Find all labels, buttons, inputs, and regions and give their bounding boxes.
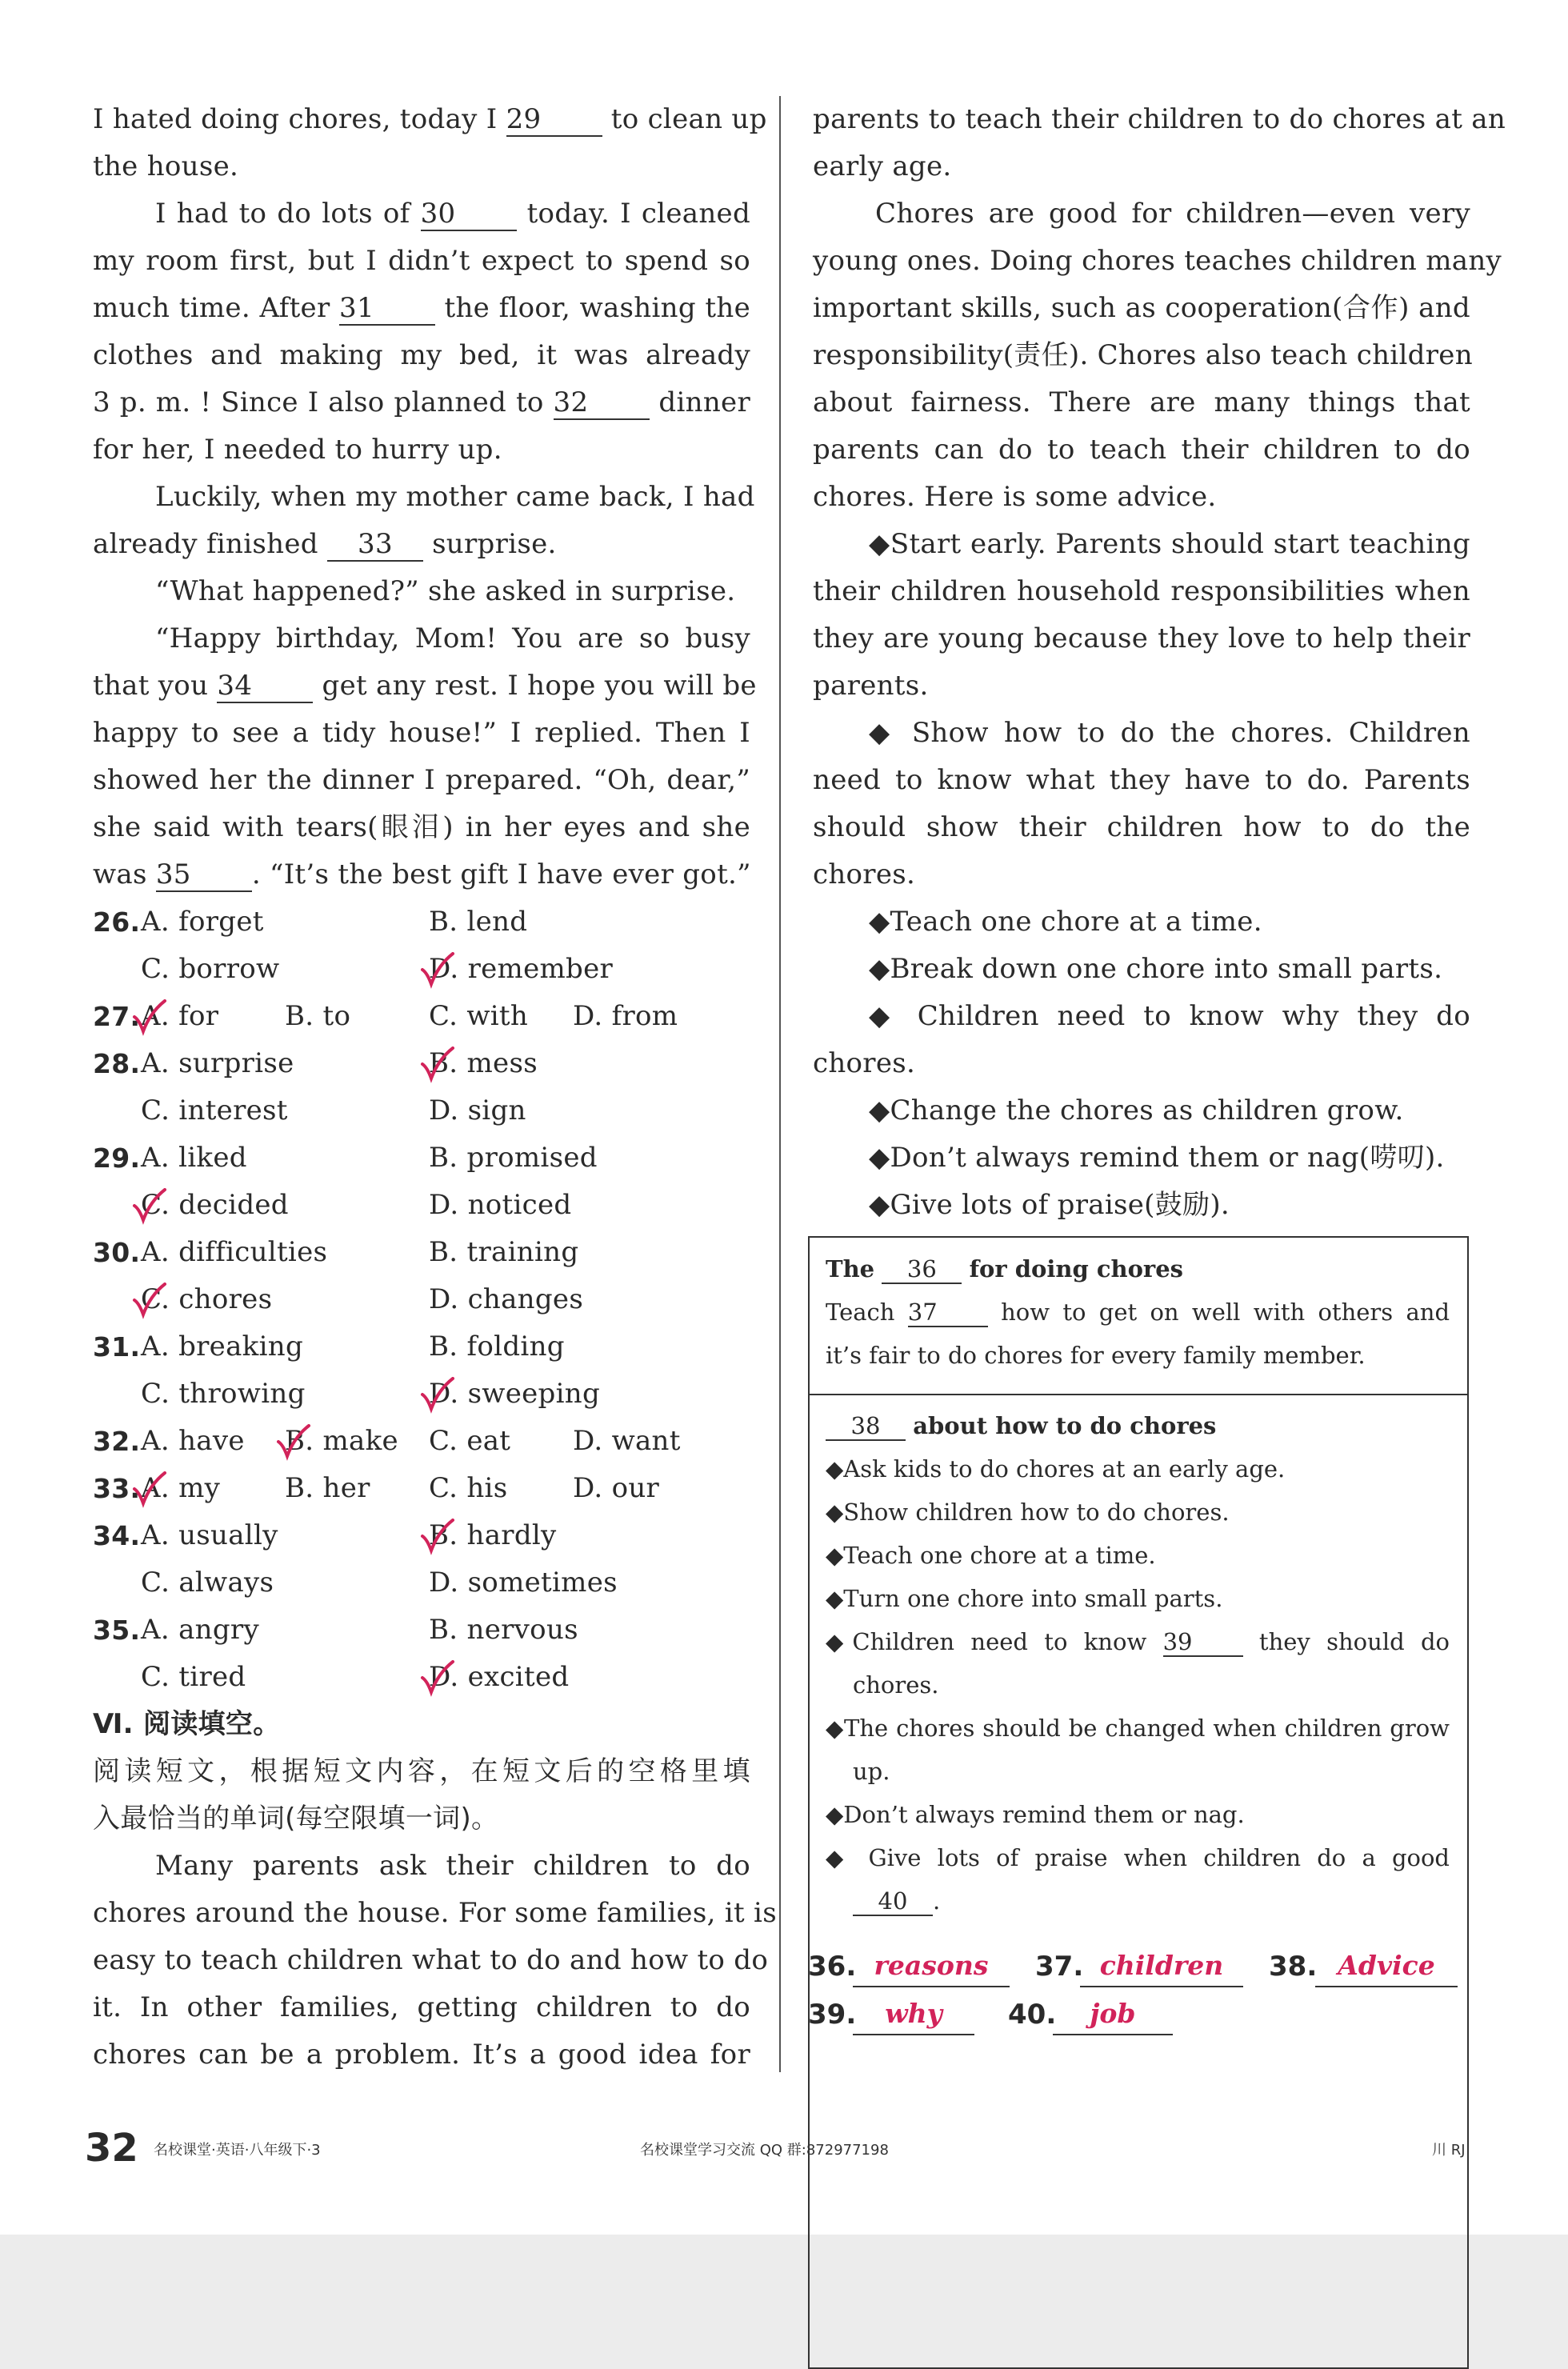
answer-row: 39. why 40. job: [808, 1991, 1466, 2039]
question-row: [93, 1418, 750, 1465]
page-footer: [0, 2124, 1568, 2172]
answer-option[interactable]: C. throwing: [141, 1378, 306, 1410]
question-row: [93, 1559, 750, 1607]
answer-option[interactable]: A. my: [141, 1465, 220, 1512]
answer-option[interactable]: A. have: [141, 1425, 245, 1457]
box-line: 40 .: [853, 1879, 1450, 1923]
question-row: [93, 1654, 750, 1701]
answer-option[interactable]: D. changes: [429, 1283, 584, 1315]
passage-line: that you 34 get any rest. I hope you will be: [93, 670, 757, 702]
passage-line: parents to teach their children to do chores at an: [813, 103, 1506, 135]
question-number: 35.: [93, 1615, 141, 1646]
answer-row: 36. reasons 37. children 38. Advice: [808, 1943, 1466, 1991]
checkmark-icon: [131, 1188, 168, 1225]
passage-line: ◆Break down one chore into small parts.: [869, 953, 1443, 985]
passage-line: already finished 33 surprise.: [93, 528, 557, 560]
answer-option[interactable]: B. her: [285, 1472, 370, 1504]
answer-option[interactable]: B. promised: [429, 1142, 598, 1174]
question-row: [93, 1512, 750, 1559]
answer-37: children: [1080, 1946, 1243, 1987]
passage-line: they are young because they love to help their: [813, 622, 1470, 654]
box-line: ◆Don’t always remind them or nag.: [826, 1801, 1245, 1828]
blank-29: 29: [506, 103, 602, 137]
passage-line: their children household responsibilities when: [813, 575, 1470, 607]
checkmark-icon: [419, 1377, 456, 1414]
box-line: up.: [853, 1758, 890, 1785]
question-row: [93, 1276, 750, 1323]
passage-line: easy to teach children what to do and how to do: [93, 1944, 769, 1976]
answer-option[interactable]: B. mess: [429, 1040, 538, 1087]
question-number: 30.: [93, 1237, 141, 1268]
answer-option[interactable]: D. noticed: [429, 1189, 572, 1221]
question-number: 26.: [93, 906, 141, 938]
passage-line: ◆Don’t always remind them or nag(唠叨).: [869, 1142, 1445, 1174]
box-line: Teach 37 how to get on well with others and: [826, 1299, 1450, 1326]
answer-option[interactable]: A. liked: [141, 1142, 247, 1174]
box-line: ◆Show children how to do chores.: [826, 1499, 1230, 1526]
answer-option[interactable]: B. lend: [429, 906, 528, 938]
question-row: [93, 1371, 750, 1418]
blank-33: 33: [327, 528, 423, 562]
question-row: [93, 993, 750, 1040]
answer-option[interactable]: C. with: [429, 1000, 529, 1032]
box-line: it’s fair to do chores for every family member.: [826, 1342, 1366, 1369]
question-number: 28.: [93, 1048, 141, 1079]
passage-line: 3 p. m. ! Since I also planned to 32 dinner: [93, 386, 751, 418]
answer-option[interactable]: A. forget: [141, 906, 264, 938]
passage-line: it. In other families, getting children to do: [93, 1991, 750, 2023]
right-column: [813, 96, 1506, 1229]
answer-option[interactable]: D. excited: [429, 1654, 569, 1701]
question-number: 29.: [93, 1142, 141, 1174]
answer-option[interactable]: C. interest: [141, 1094, 288, 1126]
passage-line: should show their children how to do the: [813, 811, 1470, 843]
checkmark-icon: [131, 1471, 168, 1508]
passage-line: chores. Here is some advice.: [813, 481, 1217, 513]
passage-line: the house.: [93, 150, 239, 182]
passage-line: clothes and making my bed, it was already: [93, 339, 750, 371]
checkmark-icon: [275, 1424, 312, 1461]
box-line: ◆Turn one chore into small parts.: [826, 1585, 1223, 1612]
passage-line: ◆Start early. Parents should start teaching: [869, 528, 1470, 560]
blank-37: 37: [908, 1299, 988, 1327]
box-line: ◆ Give lots of praise when children do a good: [826, 1844, 1450, 1871]
checkmark-icon: [419, 952, 456, 989]
question-number: 34.: [93, 1520, 141, 1551]
answer-36: reasons: [853, 1946, 1010, 1987]
box-line: ◆Teach one chore at a time.: [826, 1542, 1156, 1569]
answer-option[interactable]: A. angry: [141, 1614, 259, 1646]
answer-option[interactable]: D. from: [573, 1000, 678, 1032]
section-title: Ⅵ. 阅读填空。: [93, 1708, 281, 1740]
answer-option[interactable]: C. decided: [141, 1182, 289, 1229]
box-line: ◆The chores should be changed when children grow: [826, 1715, 1450, 1742]
passage-line: much time. After 31 the floor, washing the: [93, 292, 750, 324]
question-row: [93, 946, 750, 993]
question-row: [93, 898, 750, 946]
answer-option[interactable]: C. tired: [141, 1661, 246, 1693]
question-number: 33.: [93, 1473, 141, 1504]
answer-39: why: [853, 1994, 974, 2035]
passage-line: responsibility(责任). Chores also teach children: [813, 339, 1473, 371]
answer-option[interactable]: A. usually: [141, 1519, 278, 1551]
blank-38: 38: [826, 1412, 906, 1441]
passage-line: chores around the house. For some families, it is: [93, 1897, 777, 1929]
summary-box: [808, 1236, 1469, 2369]
passage-line: she said with tears(眼泪) in her eyes and she: [93, 811, 750, 843]
answer-option[interactable]: C. eat: [429, 1425, 511, 1457]
answer-option[interactable]: A. breaking: [141, 1331, 304, 1363]
passage-line: need to know what they have to do. Parents: [813, 764, 1470, 796]
answer-option[interactable]: A. surprise: [141, 1047, 294, 1079]
blank-40: 40: [853, 1887, 933, 1916]
blank-34: 34: [217, 670, 313, 703]
box-line: ◆Ask kids to do chores at an early age.: [826, 1455, 1286, 1483]
page-number: 32: [85, 2126, 138, 2171]
passage-line: happy to see a tidy house!” I replied. Then I: [93, 717, 750, 749]
question-row: [93, 1607, 750, 1654]
answer-option[interactable]: B. to: [285, 1000, 351, 1032]
answer-option[interactable]: B. hardly: [429, 1512, 557, 1559]
checkmark-icon: [131, 999, 168, 1036]
question-number: 31.: [93, 1331, 141, 1363]
answer-option[interactable]: D. sign: [429, 1094, 526, 1126]
passage-line: was 35 . “It’s the best gift I have ever got.”: [93, 858, 751, 890]
passage-line: ◆Teach one chore at a time.: [869, 906, 1262, 938]
question-row: [93, 1229, 750, 1276]
box-divider: [810, 1394, 1467, 1395]
question-row: [93, 1182, 750, 1229]
blank-31: 31: [339, 292, 435, 326]
column-divider: [779, 96, 781, 2072]
passage-line: ◆Change the chores as children grow.: [869, 1094, 1404, 1126]
checkmark-icon: [419, 1046, 456, 1083]
passage-line: “Happy birthday, Mom! You are so busy: [155, 622, 750, 654]
passage-line: young ones. Doing chores teaches children many: [813, 245, 1502, 277]
blank-39: 39: [1163, 1628, 1243, 1657]
answer-option[interactable]: D. sweeping: [429, 1371, 600, 1418]
passage-line: “What happened?” she asked in surprise.: [155, 575, 736, 607]
box-title: 38 about how to do chores: [826, 1404, 1450, 1447]
answer-option[interactable]: D. our: [573, 1472, 660, 1504]
answer-option[interactable]: C. borrow: [141, 953, 280, 985]
question-number: 32.: [93, 1426, 141, 1457]
multiple-choice-questions: [93, 898, 750, 1701]
question-row: [93, 1040, 750, 1087]
answer-option[interactable]: D. remember: [429, 946, 613, 993]
passage-line: parents can do to teach their children to do: [813, 434, 1470, 466]
passage-line: Luckily, when my mother came back, I had: [155, 481, 755, 513]
answer-option[interactable]: C. always: [141, 1567, 274, 1599]
passage-line: early age.: [813, 150, 952, 182]
blank-32: 32: [554, 386, 650, 420]
instruction-line: 入最恰当的单词(每空限填一词)。: [93, 1803, 499, 1835]
blank-30: 30: [421, 198, 517, 231]
checkmark-icon: [131, 1283, 168, 1319]
qq-group: 名校课堂学习交流 QQ 群:872977198: [640, 2142, 889, 2159]
passage-line: ◆Give lots of praise(鼓励).: [869, 1189, 1230, 1221]
question-row: [93, 1465, 750, 1512]
instruction-line: 阅读短文，根据短文内容，在短文后的空格里填: [93, 1755, 750, 1787]
question-row: [93, 1323, 750, 1371]
answer-38: Advice: [1315, 1946, 1458, 1987]
passage-line: for her, I needed to hurry up.: [93, 434, 502, 466]
passage-line: chores can be a problem. It’s a good idea for: [93, 2039, 750, 2071]
checkmark-icon: [419, 1660, 456, 1697]
box-line: ◆Children need to know 39 they should do: [826, 1628, 1450, 1655]
box-line: chores.: [853, 1671, 939, 1699]
passage-line: Many parents ask their children to do: [155, 1850, 750, 1882]
passage-line: I hated doing chores, today I 29 to clean up: [93, 103, 767, 135]
blank-36: 36: [882, 1255, 962, 1284]
question-row: [93, 1087, 750, 1134]
answer-option[interactable]: C. his: [429, 1472, 508, 1504]
passage-line: parents.: [813, 670, 929, 702]
answer-option[interactable]: B. make: [285, 1418, 398, 1465]
passage-line: I had to do lots of 30 today. I cleaned: [155, 198, 751, 230]
passage-line: chores.: [813, 858, 916, 890]
passage-line: my room first, but I didn’t expect to spend so: [93, 245, 750, 277]
answer-option[interactable]: C. chores: [141, 1276, 272, 1323]
blank-35: 35: [156, 858, 252, 892]
passage-line: important skills, such as cooperation(合作) and: [813, 292, 1470, 324]
passage-line: showed her the dinner I prepared. “Oh, dear,”: [93, 764, 750, 796]
answer-option[interactable]: A. difficulties: [141, 1236, 328, 1268]
checkmark-icon: [419, 1519, 456, 1555]
answer-40: job: [1053, 1994, 1173, 2035]
question-row: [93, 1134, 750, 1182]
answer-option[interactable]: B. training: [429, 1236, 579, 1268]
passage-line: chores.: [813, 1047, 916, 1079]
left-column: [93, 96, 777, 2079]
answer-option[interactable]: B. nervous: [429, 1614, 578, 1646]
passage-line: about fairness. There are many things that: [813, 386, 1470, 418]
passage-line: Chores are good for children—even very: [875, 198, 1470, 230]
book-info: 名校课堂·英语·八年级下·3: [154, 2142, 321, 2159]
answer-option[interactable]: D. sometimes: [429, 1567, 618, 1599]
answer-option[interactable]: D. want: [573, 1425, 681, 1457]
answer-option[interactable]: A. for: [141, 993, 218, 1040]
passage-line: ◆ Children need to know why they do: [869, 1000, 1470, 1032]
answer-option[interactable]: B. folding: [429, 1331, 565, 1363]
edition-label: 川 RJ: [1432, 2142, 1466, 2159]
box-title: The 36 for doing chores: [826, 1255, 1183, 1283]
question-number: 27.: [93, 1001, 141, 1032]
passage-line: ◆ Show how to do the chores. Children: [869, 717, 1470, 749]
